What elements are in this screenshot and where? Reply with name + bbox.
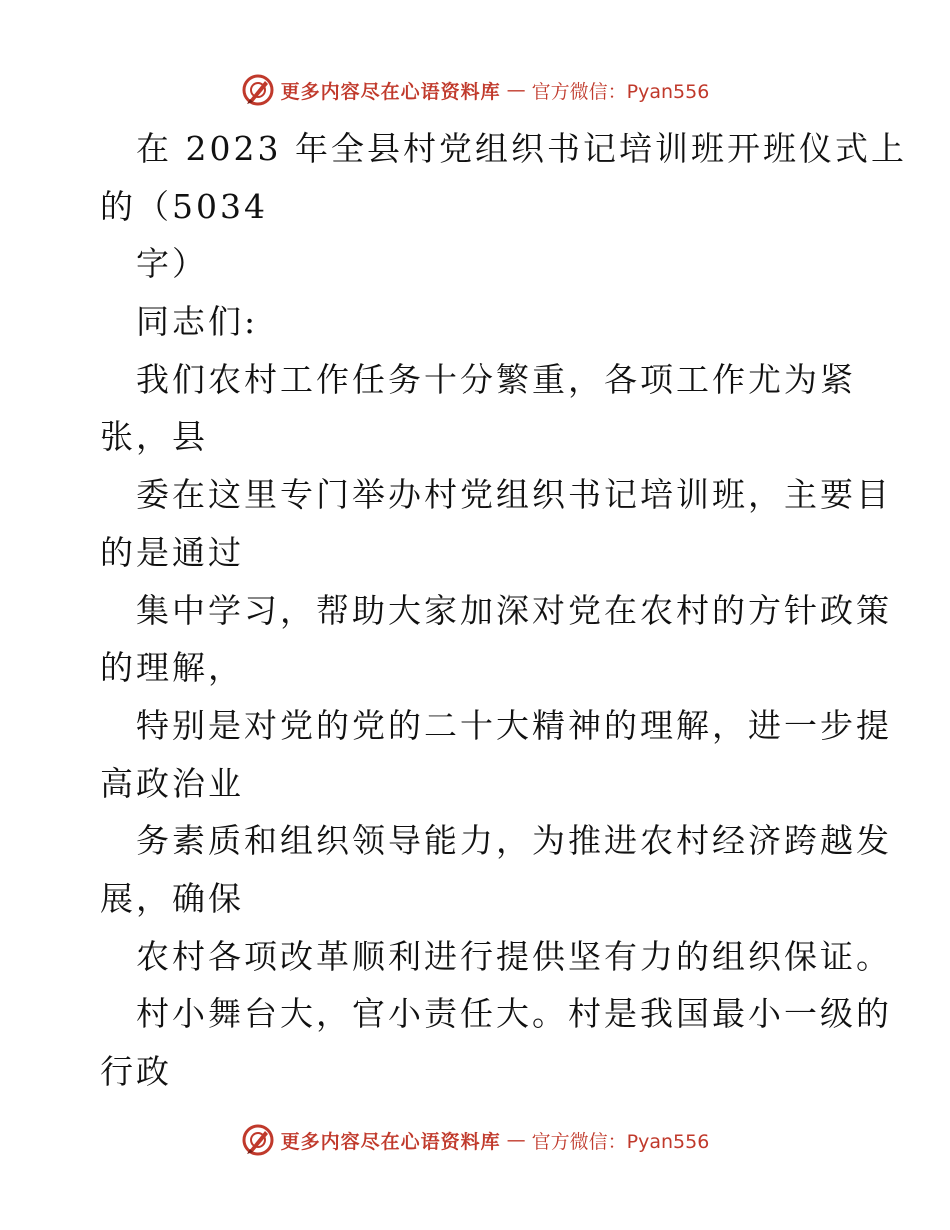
text-line: 张，县 (100, 417, 208, 457)
salutation: 同志们: (136, 302, 259, 342)
watermark-text: 更多内容尽在心语资料库 (280, 1130, 501, 1153)
pen-logo-icon (241, 1123, 275, 1157)
text-line: 村小舞台大，官小责任大。村是我国最小一级的 (136, 994, 892, 1034)
watermark-separator: — (506, 79, 526, 101)
document-body (100, 120, 907, 1101)
watermark-wechat: 官方微信：Pyan556 (531, 80, 710, 103)
text-line: 行政 (100, 1052, 172, 1091)
text-line: 的是通过 (100, 532, 244, 572)
pen-logo-icon (241, 73, 275, 107)
text-line: 字） (136, 244, 208, 284)
text-line: 集中学习，帮助大家加深对党在农村的方针政策 (136, 590, 892, 630)
text-line: 农村各项改革顺利进行提供坚有力的组织保证。 (136, 936, 892, 976)
text-line: 的（5034 (100, 186, 268, 226)
watermark-separator: — (506, 1129, 526, 1151)
text-line: 高政治业 (100, 763, 244, 803)
footer-watermark (0, 1122, 950, 1158)
text-line: 特别是对党的党的二十大精神的理解，进一步提 (136, 705, 892, 745)
text-line: 我们农村工作任务十分繁重，各项工作尤为紧 (136, 359, 856, 399)
text-line: 委在这里专门举办村党组织书记培训班，主要目 (136, 475, 892, 515)
text-line: 务素质和组织领导能力，为推进农村经济跨越发 (136, 821, 892, 861)
text-line: 在 2023 年全县村党组织书记培训班开班仪式上 (136, 129, 907, 168)
header-watermark (0, 72, 950, 108)
watermark-wechat: 官方微信：Pyan556 (531, 1130, 710, 1153)
text-line: 展，确保 (100, 878, 244, 918)
watermark-text: 更多内容尽在心语资料库 (280, 80, 501, 103)
text-line: 的理解， (100, 648, 244, 688)
